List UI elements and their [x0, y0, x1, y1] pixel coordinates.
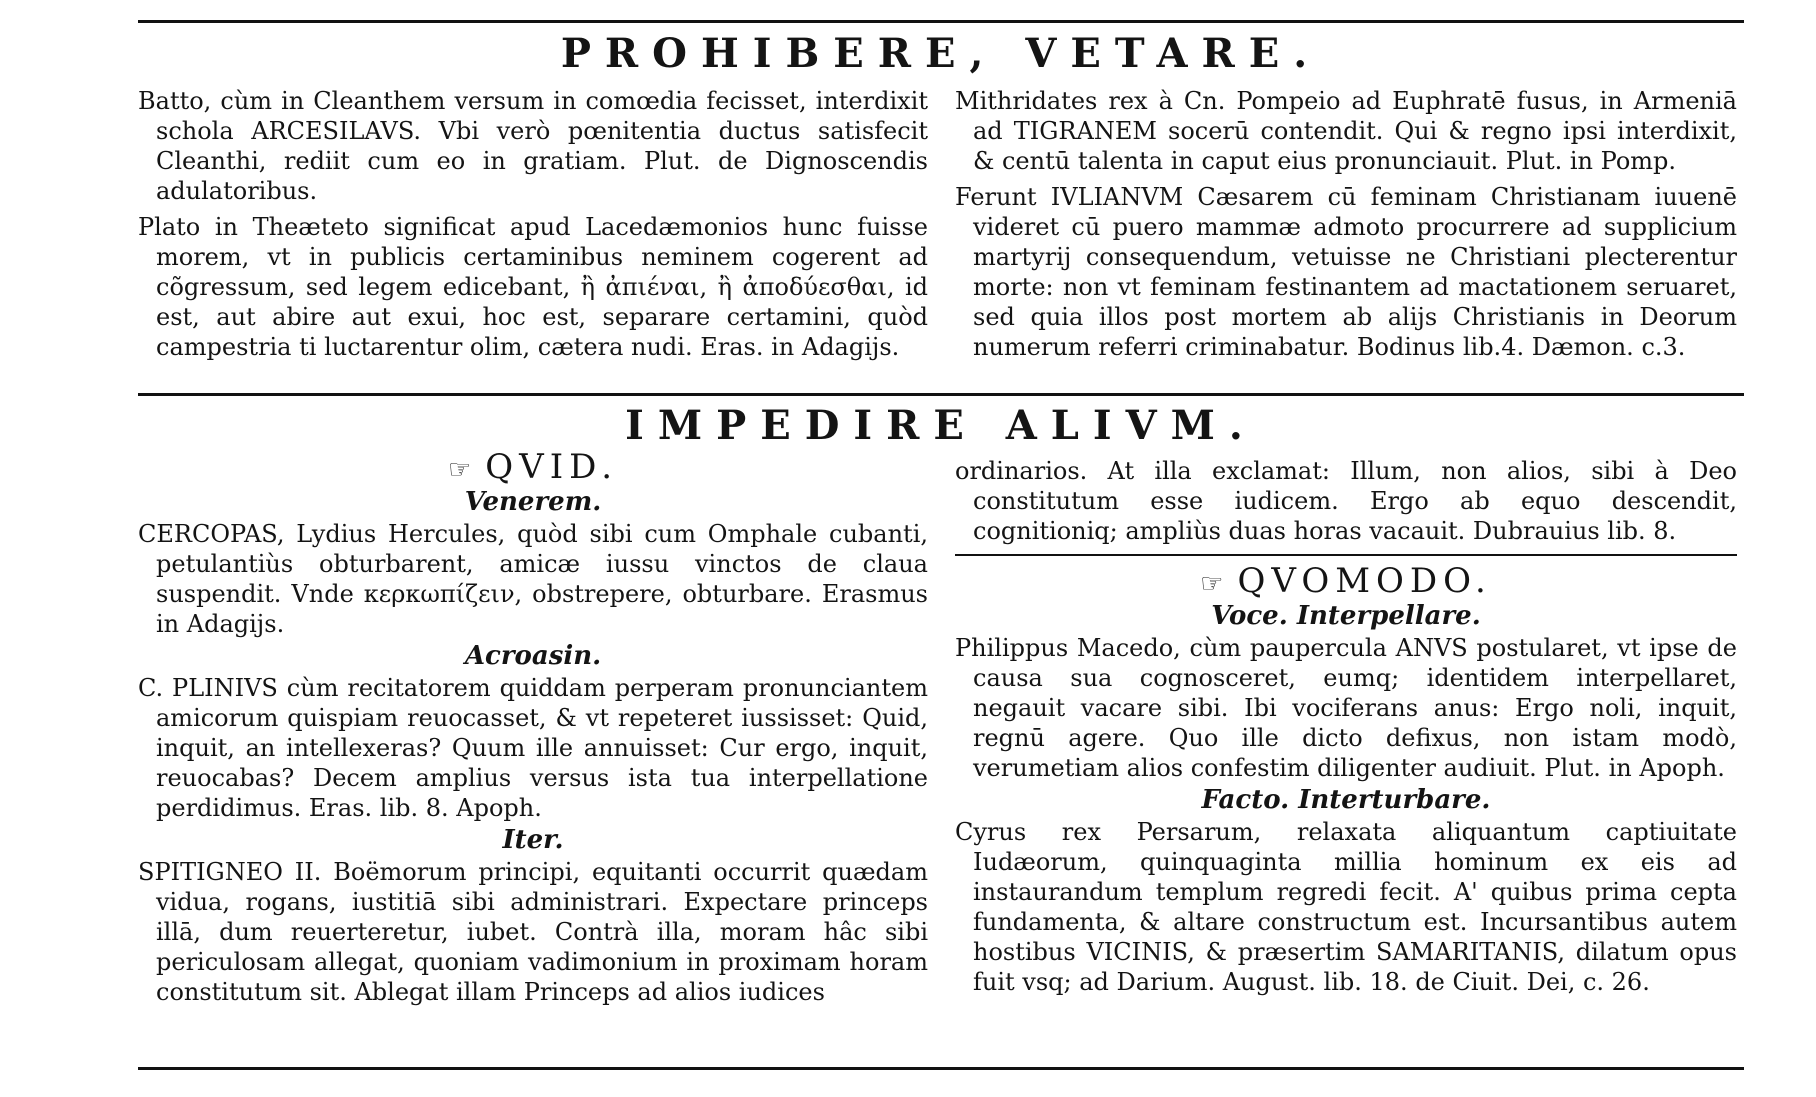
paragraph-continuation: ordinarios. At illa exclamat: Illum, non alios, sibi à Deo constitutum esse iudicem. Ergo ab equo descendit, cognitioniq; ampliùs duas horas vacauit. Dubrauius lib. 8.: [955, 457, 1737, 545]
paragraph: Cyrus rex Persarum, relaxata aliquantum captiuitate Iudæorum, quinquaginta millia hominum ex eis ad instaurandum templum regredi fecit. A' quibus prima cepta fundamenta, & altare constructum est. Incursantibus autem hostibus VICINIS, & præsertim SAMARITANIS, dilatum opus fuit vsq; ad Darium. August. lib. 18. de Ciuit. Dei, c. 26.: [955, 818, 1737, 996]
bottom-rule: [138, 1067, 1744, 1070]
prohibere-right-column: [955, 86, 1737, 362]
section-title-prohibere: PROHIBERE, VETARE.: [560, 30, 1322, 77]
subheading-venerem: Venerem.: [464, 487, 602, 517]
prohibere-left-column: [138, 86, 928, 362]
subheading-acroasin: Acroasin.: [464, 641, 602, 671]
subheading-voce: Voce. Interpellare.: [1211, 601, 1481, 631]
pointing-hand-icon: ☞: [1200, 569, 1230, 599]
subheading-facto: Facto. Interturbare.: [1201, 785, 1491, 815]
paragraph: Ferunt IVLIANVM Cæsarem cū feminam Christianam iuuenē videret cū puero mammæ admoto procurrere ad supplicium martyrij consequendum, vetuisse ne Christiani plecterentur morte: non vt feminam festinantem ad mactationem seruaret, sed quia illos post mortem ab alijs Christianis in Deorum numerum referri criminabatur. Bodinus lib.4. Dæmon. c.3.: [955, 183, 1737, 361]
paragraph: Philippus Macedo, cùm paupercula ANVS postularet, vt ipse de causa sua cognosceret, eumq; identidem interpellaret, negauit vacare sibi. Ibi vociferans anus: Ergo noli, inquit, regnū agere. Quo ille dicto defixus, non istam modò, verumetiam alios confestim diligenter audiuit. Plut. in Apoph.: [955, 634, 1737, 782]
pointing-hand-icon: ☞: [447, 455, 478, 485]
quid-heading: [138, 447, 928, 487]
section-title-impedire: IMPEDIRE ALIVM.: [625, 402, 1257, 449]
paragraph: Plato in Theæteto significat apud Lacedæmonios hunc fuisse morem, vt in publicis certaminibus neminem cogerent ad cõgressum, sed legem edicebant, ἢ ἀπιέναι, ἢ ἀποδύεσθαι, id est, aut abire aut exui, hoc est, separare certamini, quòd campestria ti luctarentur olim, cætera nudi. Eras. in Adagijs.: [138, 213, 928, 361]
impedire-right-column: [955, 456, 1737, 997]
quid-heading-text: QVID.: [485, 447, 619, 487]
subheading-iter: Iter.: [502, 825, 564, 855]
paragraph: SPITIGNEO II. Boëmorum principi, equitanti occurrit quædam vidua, rogans, iustitiā sibi administrari. Expectare princeps illā, dum reuerteretur, iubet. Contrà illa, moram hâc sibi periculosam allegat, quoniam vadimonium in proximam horam constitutum sit. Ablegat illam Princeps ad alios iudices: [138, 858, 928, 1006]
paragraph: Batto, cùm in Cleanthem versum in comœdia fecisset, interdixit schola ARCESILAVS. Vbi verò pœnitentia ductus satisfecit Cleanthi, rediit cum eo in gratiam. Plut. de Dignoscendis adulatoribus.: [138, 87, 928, 205]
paragraph: Mithridates rex à Cn. Pompeio ad Euphratē fusus, in Armeniā ad TIGRANEM socerū contendit. Qui & regno ipsi interdixit, & centū talenta in caput eius pronunciauit. Plut. in Pomp.: [955, 87, 1737, 175]
column-divider-rule: [955, 554, 1737, 556]
quomodo-heading-text: QVOMODO.: [1237, 561, 1492, 601]
section-divider-rule: [138, 393, 1744, 396]
impedire-left-column: [138, 447, 928, 1007]
quomodo-heading: [955, 561, 1737, 601]
top-rule: [138, 20, 1744, 23]
paragraph: CERCOPAS, Lydius Hercules, quòd sibi cum Omphale cubanti, petulantiùs obturbarent, amicæ iussu vinctos de claua suspendit. Vnde κερκωπίζειν, obstrepere, obturbare. Erasmus in Adagijs.: [138, 520, 928, 638]
paragraph: C. PLINIVS cùm recitatorem quiddam perperam pronunciantem amicorum quispiam reuocasset, & vt repeteret iussisset: Quid, inquit, an intellexeras? Quum ille annuisset: Cur ergo, inquit, reuocabas? Decem amplius versus ista tua interpellatione perdidimus. Eras. lib. 8. Apoph.: [138, 674, 928, 822]
